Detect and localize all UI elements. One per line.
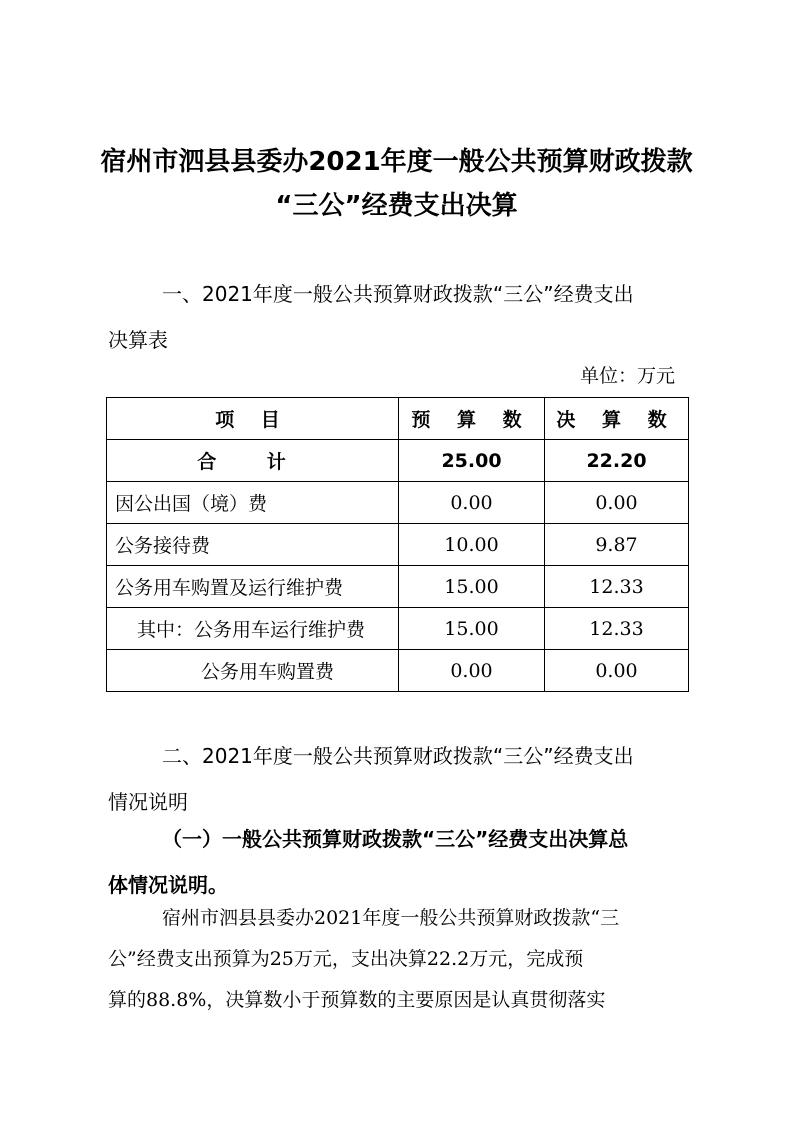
header-item: 项 目: [107, 398, 399, 440]
table-row: [107, 650, 689, 692]
row-actual: 9.87: [545, 524, 689, 566]
row-item: 公务用车购置费: [107, 650, 399, 692]
section-1-heading: [108, 271, 688, 363]
row-budget: 15.00: [399, 566, 545, 608]
row-item: 公务接待费: [107, 524, 399, 566]
three-public-expenses-table: [106, 397, 689, 692]
summary-paragraph: [108, 898, 688, 1021]
subsection-1-heading-line-2: 体情况说明。: [108, 873, 228, 897]
subsection-1-heading: [108, 816, 688, 908]
subsection-1-heading-line-1: （一）一般公共预算财政拨款“三公”经费支出决算总: [162, 827, 629, 851]
paragraph-line-1: 宿州市泗县县委办2021年度一般公共预算财政拨款“三: [162, 907, 620, 929]
row-budget: 15.00: [399, 608, 545, 650]
total-budget: 25.00: [399, 440, 545, 482]
row-budget: 0.00: [399, 650, 545, 692]
table-row: [107, 524, 689, 566]
section-1-heading-line-2: 决算表: [108, 328, 168, 352]
header-budget: 预 算 数: [399, 398, 545, 440]
table-row: [107, 566, 689, 608]
table-header-row: [107, 398, 689, 440]
table-row: [107, 608, 689, 650]
row-item: 其中：公务用车运行维护费: [107, 608, 399, 650]
document-title-line-2: “三公”经费支出决算: [275, 191, 518, 221]
table-total-row: [107, 440, 689, 482]
section-2-heading: [108, 733, 688, 825]
row-budget: 0.00: [399, 482, 545, 524]
row-actual: 12.33: [545, 608, 689, 650]
section-2-heading-line-2: 情况说明: [108, 790, 188, 814]
row-item: 公务用车购置及运行维护费: [107, 566, 399, 608]
paragraph-line-3: 算的88.8%，决算数小于预算数的主要原因是认真贯彻落实: [108, 989, 606, 1011]
total-actual: 22.20: [545, 440, 689, 482]
row-actual: 0.00: [545, 650, 689, 692]
document-title-line-1: 宿州市泗县县委办2021年度一般公共预算财政拨款: [100, 147, 693, 177]
row-budget: 10.00: [399, 524, 545, 566]
section-1-heading-line-1: 一、2021年度一般公共预算财政拨款“三公”经费支出: [162, 282, 634, 306]
table-row: [107, 482, 689, 524]
total-label: 合 计: [107, 440, 399, 482]
paragraph-line-2: 公”经费支出预算为25万元，支出决算22.2万元，完成预: [108, 948, 584, 970]
row-actual: 12.33: [545, 566, 689, 608]
header-actual: 决 算 数: [545, 398, 689, 440]
row-item: 因公出国（境）费: [107, 482, 399, 524]
row-actual: 0.00: [545, 482, 689, 524]
section-2-heading-line-1: 二、2021年度一般公共预算财政拨款“三公”经费支出: [162, 744, 634, 768]
table-unit-label: 单位：万元: [579, 365, 675, 387]
